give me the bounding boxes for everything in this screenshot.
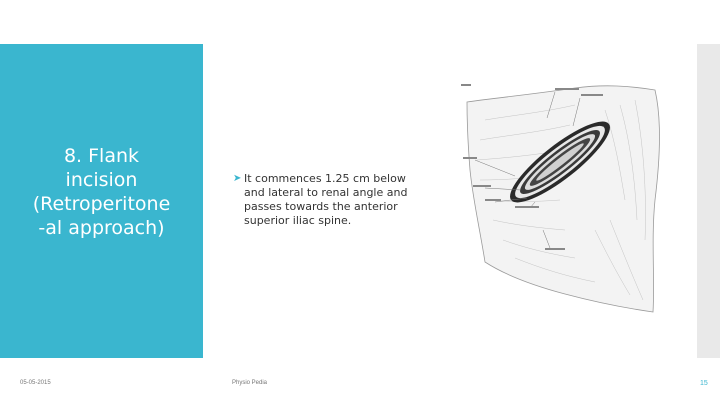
body-outline	[467, 86, 660, 312]
slide-title	[0, 144, 203, 240]
bullet-line: superior iliac spine.	[244, 214, 352, 227]
right-decorative-band	[697, 44, 720, 358]
bullet-line: passes towards the anterior	[244, 200, 398, 213]
footer-source: Physio Pedia	[232, 380, 268, 386]
page-number: 15	[700, 380, 708, 387]
title-line: 8. Flank	[63, 145, 140, 167]
footer-date: 05-05-2015	[20, 380, 51, 386]
title-line: (Retroperitone	[32, 193, 171, 215]
title-line: -al approach)	[38, 217, 165, 239]
flank-incision-illustration	[455, 80, 670, 315]
bullet-line: It commences 1.25 cm below	[244, 172, 406, 185]
bullet-point	[233, 172, 443, 228]
title-line: incision	[65, 169, 138, 191]
bullet-line: and lateral to renal angle and	[244, 186, 408, 199]
arrow-bullet-icon: ➤	[233, 173, 242, 184]
